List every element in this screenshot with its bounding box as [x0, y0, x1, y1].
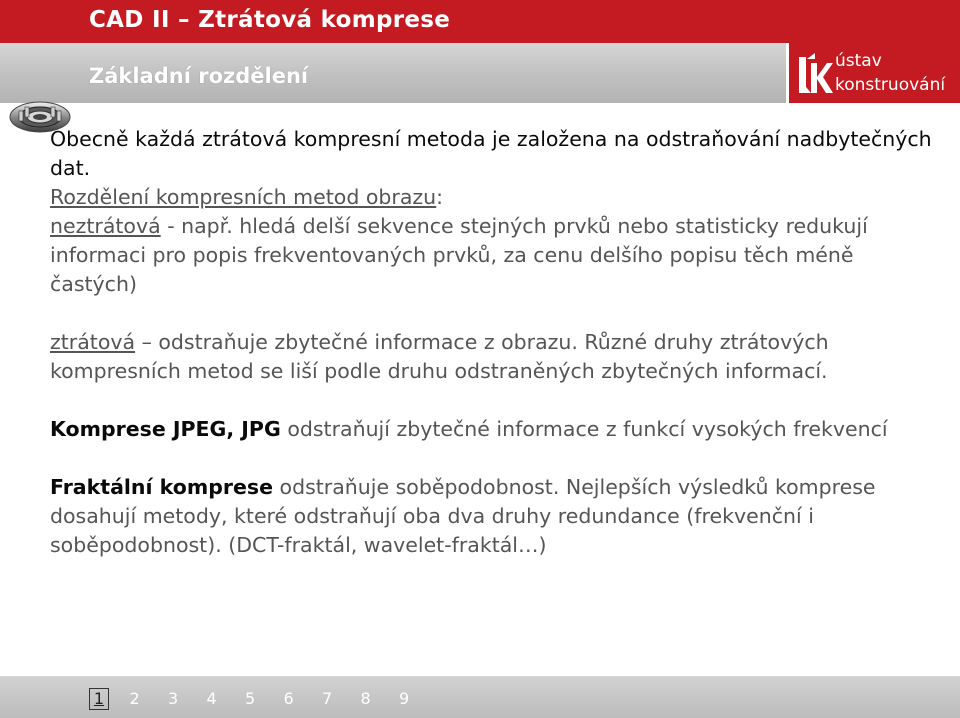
page-link-4[interactable]: 4	[206, 689, 217, 708]
footer-bar	[0, 676, 960, 718]
intro-paragraph: Obecně každá ztrátová kompresní metoda je založena na odstraňování nadbytečných dat.	[50, 127, 932, 180]
slide-title: CAD II – Ztrátová komprese	[89, 7, 451, 33]
fractal-text: odstraňuje soběpodobnost. Nejlepších výsledků komprese dosahují metody, které odstraňují oba dva druhy redundance (frekvenční i soběpodobnost). (DCT-fraktál, wavelet-fraktál…)	[50, 475, 876, 557]
slide-body	[50, 125, 940, 560]
fractal-term: Fraktální komprese	[50, 475, 274, 499]
lossy-term[interactable]: ztrátová	[50, 330, 136, 354]
logo-line-2: konstruování	[835, 75, 946, 95]
jpeg-term: Komprese JPEG, JPG	[50, 417, 281, 441]
page-link-5[interactable]: 5	[245, 689, 256, 708]
uk-logo-icon	[797, 53, 833, 95]
lossy-paragraph	[50, 328, 940, 386]
lossless-text: - např. hledá delší sekvence stejných prvků nebo statisticky redukují informaci pro popis frekventovaných prvků, za cenu delšího popisu těch méně častých)	[50, 214, 868, 296]
page-link-3[interactable]: 3	[168, 689, 179, 708]
lossless-term[interactable]: neztrátová	[50, 214, 161, 238]
methods-heading: Rozdělení kompresních metod obrazu:	[50, 185, 444, 209]
subtitle-band	[0, 43, 786, 103]
page-link-8[interactable]: 8	[360, 689, 371, 708]
slide-subtitle: Základní rozdělení	[89, 64, 309, 88]
fractal-paragraph	[50, 473, 940, 560]
institute-logo	[789, 43, 960, 103]
jpeg-paragraph	[50, 415, 940, 444]
methods-link[interactable]: Rozdělení kompresních metod obrazu	[50, 185, 437, 209]
page-link-9[interactable]: 9	[399, 689, 410, 708]
page-link-current[interactable]: 1	[89, 688, 109, 710]
page-link-7[interactable]: 7	[322, 689, 333, 708]
slide-pager	[89, 688, 438, 710]
page-link-6[interactable]: 6	[283, 689, 294, 708]
lossy-text: – odstraňuje zbytečné informace z obrazu. Různé druhy ztrátových kompresních metod se liší podle druhu odstraněných zbytečných informací.	[50, 330, 829, 383]
lossless-paragraph	[50, 212, 940, 299]
logo-line-1: ústav	[835, 51, 882, 71]
jpeg-text: odstraňují zbytečné informace z funkcí vysokých frekvencí	[280, 417, 888, 441]
title-bar	[0, 0, 960, 43]
page-link-2[interactable]: 2	[129, 689, 140, 708]
